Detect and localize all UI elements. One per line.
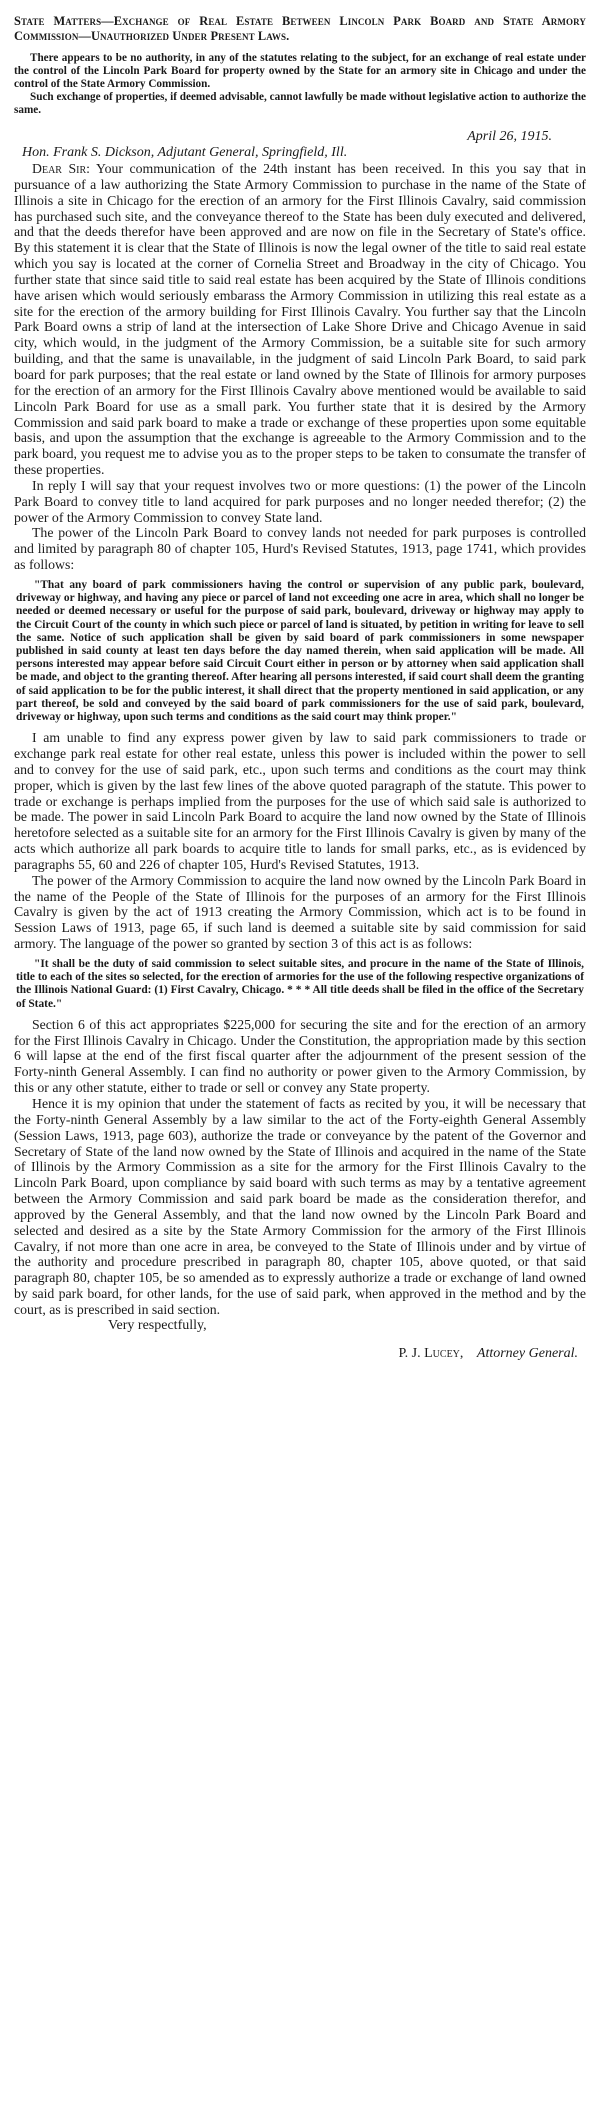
document-title: State Matters—Exchange of Real Estate Between Lincoln Park Board and State Armory Commission—Unauthorized Under Present Laws.: [14, 14, 586, 43]
addressee: Hon. Frank S. Dickson, Adjutant General, Springfield, Ill.: [22, 145, 348, 160]
quote-text: "It shall be the duty of said commission to select suitable sites, and procure in the name of the State of Illinois, title to each of the sites so selected, for the erection of armories for the use of the following respective organizations of the Illinois National Guard: (1) First Cavalry, Chicago. * * * All title deeds shall be filed in the office of the Secretary of State.": [16, 957, 584, 1010]
body-paragraph: Hence it is my opinion that under the statement of facts as recited by you, it will be necessary that the Forty-ninth General Assembly by a law similar to the act of the Forty-eighth General Assembly (Session Laws, 1913, page 603), authorize the trade or conveyance by the patent of the Governor and Secretary of State of the land now owned by the State of Illinois and acquired in the name of the State of Illinois by the Armory Commission as a site for the armory for the First Illinois Cavalry to the Lincoln Park Board, upon compliance by said board with such terms as may by a tentative agreement between the Armory Commission and said park board be made as the consideration therefor, and approved by the General Assembly, and that the land now owned by the Lincoln Park Board and selected and desired as a site by the State Armory Commission for the armory of the First Illinois Cavalry, if not more than one acre in area, be conveyed to the State of Illinois under and by virtue of the authority and procedure prescribed in paragraph 80, chapter 105, above quoted, or that said paragraph 80, chapter 105, be so amended as to expressly authorize a trade or exchange of land owned by said park board, for other lands, for the use of said park, when approved in the method and by the court, as is prescribed in said section.: [14, 1096, 586, 1317]
statute-quote: [14, 579, 586, 724]
body-paragraph: I am unable to find any express power given by law to said park commissioners to trade or exchange park real estate for other real estate, unless this power is included within the power to sell and to convey for the use of said park, etc., upon such terms and conditions as the court may think proper, which is given by the last few lines of the above quoted paragraph of the statute. This power to trade or exchange is perhaps implied from the purposes for the use of which said sale is authorized to be made. The power in said Lincoln Park Board to acquire the land now owned by the State of Illinois heretofore selected as a suitable site for an armory for the First Illinois Cavalry is given by many of the acts which authorize all park boards to acquire title to lands for small parks, etc., as is evidenced by paragraphs 55, 60 and 226 of chapter 105, Hurd's Revised Statutes, 1913.: [14, 730, 586, 872]
statute-quote: [14, 958, 586, 1011]
syllabus-paragraph: There appears to be no authority, in any of the statutes relating to the subject, for an exchange of real estate under the control of the Lincoln Park Board for property owned by the State for an armory site in Chicago and under the control of the State Armory Commission.: [14, 52, 586, 90]
body-paragraph: In reply I will say that your request involves two or more questions: (1) the power of the Lincoln Park Board to convey title to land acquired for park purposes and no longer needed therefor; (2) the power of the Armory Commission to convey State land.: [14, 477, 586, 525]
signature-name: P. J. Lucey,: [398, 1345, 464, 1361]
body-paragraph: The power of the Lincoln Park Board to convey lands not needed for park purposes is controlled and limited by paragraph 80 of chapter 105, Hurd's Revised Statutes, 1913, page 1741, which provides as follows:: [14, 525, 586, 573]
signature: [14, 1346, 578, 1362]
letter-body: [14, 730, 586, 952]
letter-body: [14, 161, 586, 573]
closing: Very respectfully,: [108, 1317, 207, 1333]
body-paragraph: [14, 161, 586, 478]
body-paragraph-text: Your communication of the 24th instant has been received. In this you say that in pursuance of a law authorizing the State Armory Commission to purchase in the name of the State of Illinois a site in Chicago for the erection of an armory for the First Illinois Cavalry, said commission has purchased such site, and the conveyance thereof to the State has been duly executed and delivered, and that the deeds therefor have been approved and are now on file in the Secretary of State's office. By this statement it is clear that the State of Illinois is now the legal owner of the title to said real estate which you say is located at the corner of Cornelia Street and Broadway in the city of Chicago. You further state that since said title to said real estate has been acquired by the State of Illinois conditions have arisen which would seriously embarass the Armory Commission in utilizing this real estate as a site for the erection of the armory building for First Illinois Cavalry. You further say that the Lincoln Park Board owns a strip of land at the intersection of Lake Shore Drive and Chicago Avenue in said city, which would, in the judgment of the Armory Commission, be a suitable site for such armory building, and that the same is unavailable, in the judgment of said Lincoln Park Board, to said park board for park purposes; that the real estate or land owned by the State of Illinois for armory purposes for the erection of an armory for the First Illinois Cavalry above mentioned would be available to said Lincoln Park Board for use as a small park. You further state that it is desired by the Armory Commission and said park board to make a trade or exchange of these properties upon some equitable basis, and upon the assumption that the exchange is agreeable to the Armory Commission and to the park board, you request me to advise you as to the proper steps to be taken to consumate the transfer of these properties.: [14, 161, 587, 478]
signature-title: Attorney General.: [476, 1345, 578, 1361]
body-paragraph: The power of the Armory Commission to acquire the land now owned by the Lincoln Park Board in the name of the People of the State of Illinois for the purposes of an armory for the First Illinois Cavalry is given by the act of 1913 creating the Armory Commission, which act is to be found in Session Laws of 1913, page 65, if such land is deemed a suitable site by said commission for said armory. The language of the power so granted by section 3 of this act is as follows:: [14, 872, 586, 952]
syllabus: [14, 52, 586, 117]
letter-body: [14, 1017, 586, 1318]
salutation: Dear Sir:: [32, 161, 90, 176]
body-paragraph: Section 6 of this act appropriates $225,000 for securing the site and for the erection of an armory for the First Illinois Cavalry in Chicago. Under the Constitution, the appropriation made by this section 6 will lapse at the end of the first fiscal quarter after the adjournment of the present session of the Forty-ninth General Assembly. I can find no authority or power given to the Armory Commission, by this or any other statute, either to trade or sell or convey any State property.: [14, 1016, 586, 1096]
letter-date: April 26, 1915.: [467, 129, 552, 144]
quote-text: "That any board of park commissioners having the control or supervision of any public park, boulevard, driveway or highway, and having any piece or parcel of land not exceeding one acre in area, which shall no longer be needed or deemed necessary or useful for the purpose of said park, boulevard, driveway or highway may apply to the Circuit Court of the county in which such piece or parcel of land is situated, by petition in writing for leave to sell the same. Notice of such application shall be given by said board of park commissioners in some newspaper published in said county at least ten days before the day named therein, when said application will be made. All persons interested may appear before said Circuit Court either in person or by attorney when said application shall be made, and object to the granting thereof. After hearing all persons interested, if said court shall deem the granting of said application to be for the public interest, it shall direct that the property mentioned in said application, or any part thereof, be sold and conveyed by the said board of park commissioners for the use of said park, boulevard, driveway or highway, upon such terms and conditions as the said court may think proper.": [16, 578, 584, 723]
syllabus-paragraph: Such exchange of properties, if deemed advisable, cannot lawfully be made without legislative action to authorize the same.: [14, 91, 586, 116]
